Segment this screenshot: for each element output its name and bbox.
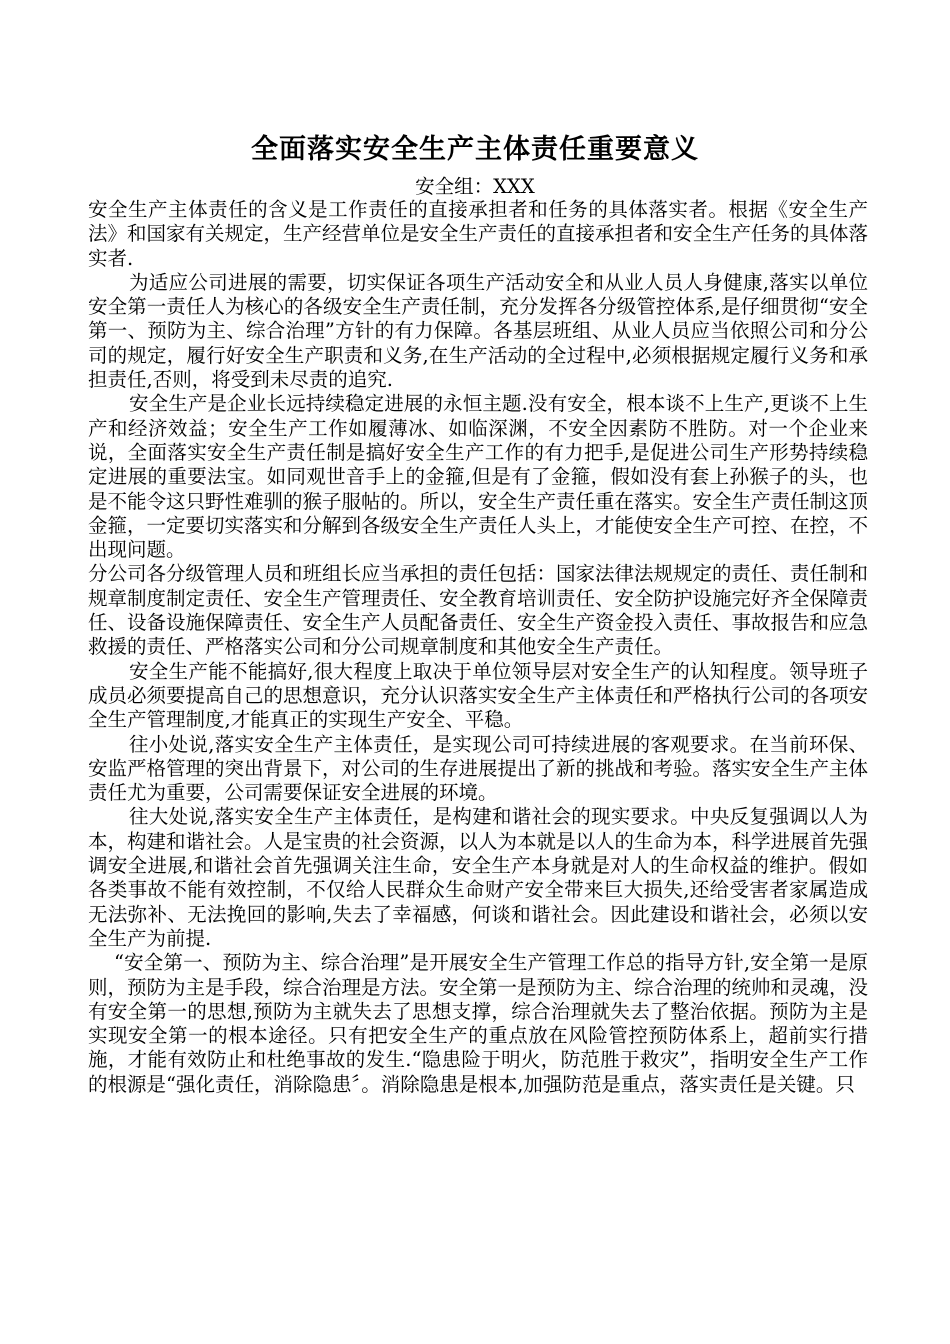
paragraph-guideline: “安全第一、预防为主、综合治理”是开展安全生产管理工作总的指导方针,安全第一是原则，预防为主是手段，综合治理是方法。安全第一是预防为主、综合治理的统帅和灵魂，没有安全第一的思想,预防为主就失去了思想支撑，综合治理就失去了整治依据。预防为主是实现安全第一的根本途径。只有把安全生产的重点放在风险管控预防体系上，超前实行措施，才能有效防止和杜绝事故的发生.“隐患险于明火，防范胜于救灾”，指明安全生产工作的根源是“强化责任，消除隐患〞。消除隐患是根本,加强防范是重点，落实责任是关键。只: [88, 951, 869, 1096]
paragraph-leadership: 安全生产能不能搞好,很大程度上取决于单位领导层对安全生产的认知程度。领导班子成员必须要提高自己的思想意识，充分认识落实安全生产主体责任和严格执行公司的各项安全生产管理制度,才能真正的实现生产安全、平稳。: [88, 659, 869, 732]
paragraph-theme: 安全生产是企业长远持续稳定进展的永恒主题.没有安全，根本谈不上生产,更谈不上生产和经济效益；安全生产工作如履薄冰、如临深渊，不安全因素防不胜防。对一个企业来说，全面落实安全生产责任制是搞好安全生产工作的有力把手,是促进公司生产形势持续稳定进展的重要法宝。如同观世音手上的金箍,但是有了金箍，假如没有套上孙猴子的头，也是不能令这只野性难驯的猴子服帖的。所以，安全生产责任重在落实。安全生产责任制这顶金箍，一定要切实落实和分解到各级安全生产责任人头上，才能使安全生产可控、在控，不出现问题。: [88, 392, 869, 562]
paragraph-responsibilities: 分公司各分级管理人员和班组长应当承担的责任包括：国家法律法规规定的责任、责任制和规章制度制定责任、安全生产管理责任、安全教育培训责任、安全防护设施完好齐全保障责任、设备设施保障责任、安全生产人员配备责任、安全生产资金投入责任、事故报告和应急救援的责任、严格落实公司和分公司规章制度和其他安全生产责任。: [88, 562, 869, 659]
document-title: 全面落实安全生产主体责任重要意义: [251, 134, 699, 165]
paragraph-definition: 安全生产主体责任的含义是工作责任的直接承担者和任务的具体落实者。根据《安全生产法》和国家有关规定，生产经营单位是安全生产责任的直接承担者和安全生产任务的具体落实者.: [88, 198, 869, 270]
document-body: [88, 198, 868, 1097]
paragraph-purpose: 为适应公司进展的需要，切实保证各项生产活动安全和从业人员人身健康,落实以单位安全第一责任人为核心的各级安全生产责任制，充分发挥各分级管控体系,是仔细贯彻“安全第一、预防为主、综合治理”方针的有力保障。各基层班组、从业人员应当依照公司和分公司的规定，履行好安全生产职责和义务,在生产活动的全过程中,必须根据规定履行义务和承担责任,否则，将受到未尽责的追究.: [88, 270, 868, 392]
paragraph-small-scope: 往小处说,落实安全生产主体责任，是实现公司可持续进展的客观要求。在当前环保、安监严格管理的突出背景下，对公司的生存进展提出了新的挑战和考验。落实安全生产主体责任尤为重要，公司需要保证安全进展的环境。: [88, 732, 869, 805]
paragraph-large-scope: 往大处说,落实安全生产主体责任，是构建和谐社会的现实要求。中央反复强调以人为本，构建和谐社会。人是宝贵的社会资源，以人为本就是以人的生命为本，科学进展首先强调安全进展,和谐社会首先强调关注生命，安全生产本身就是对人的生命权益的维护。假如各类事故不能有效控制，不仅给人民群众生命财产安全带来巨大损失,还给受害者家属造成无法弥补、无法挽回的影响,失去了幸福感，何谈和谐社会。因此建设和谐社会，必须以安全生产为前提.: [88, 805, 869, 950]
document-author: 安全组：XXX: [415, 175, 535, 198]
